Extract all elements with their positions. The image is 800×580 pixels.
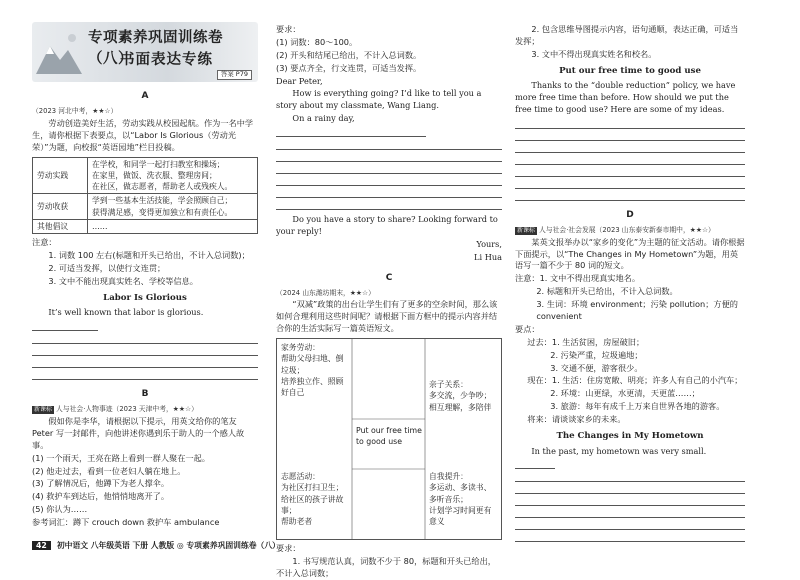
writing-line[interactable] [515,117,745,129]
writing-line[interactable] [32,368,258,380]
table-item: 获得满足感，变得更加独立和有责任心。 [92,207,233,217]
writing-line[interactable] [32,332,258,344]
section-a-essay-title: Labor Is Glorious [103,292,187,303]
writing-line[interactable] [276,174,502,186]
table-head: 劳动实践 [33,157,88,194]
page-subtitle: 书面表达专练 [120,52,213,68]
table-row [33,220,258,234]
writing-line[interactable] [515,470,745,482]
now-item: 1. 生活：住房宽敞、明亮；许多人有自己的小汽车； [551,375,743,386]
table-item: 在家里，做饭、洗衣服、整理房间； [92,170,217,180]
writing-line[interactable] [515,518,745,530]
section-d-points-title: 要点： [515,323,540,334]
section-d-note: 3. 生词：环境 environment；污染 pollution；方便的 convenient [536,299,738,322]
page-number: 42 [32,541,51,550]
section-a-essay-start [32,307,258,331]
section-b-vocab: 参考词汇：蹲下 crouch down 救护车 ambulance [32,517,220,528]
writing-line[interactable] [276,186,502,198]
writing-line[interactable] [32,321,98,331]
section-a-note: 2. 可适当发挥，以使行文连贯； [48,263,166,274]
section-c-req: 2. 包含思维导图提示内容，语句通顺，表达正确，可适当发挥； [515,24,739,46]
section-a-note: 3. 文中不能出现真实姓名、学校等信息。 [48,276,198,287]
footer-text: 初中语文 八年级英语 下册 人教版 ◎ 专项素养巩固训练卷（八） [56,541,280,550]
section-d-source [515,226,745,236]
writing-line[interactable] [276,150,502,162]
section-b-point: (1) 一个雨天，王亮在路上看到一群人聚在一起。 [32,452,210,463]
section-b-point: (5) 你认为…… [32,504,88,515]
section-c-req: 3. 文中不得出现真实姓名和校名。 [531,48,657,59]
essay-start-text: It’s well known that labor is glorious. [48,307,204,318]
section-b-req-title: 要求： [276,24,301,34]
section-b-point: (4) 救护车到达后，他悄悄地离开了。 [32,491,170,502]
section-d-past [515,337,745,349]
past-label: 过去： [527,336,552,347]
page-title: 专项素养巩固训练卷（八） [88,30,223,68]
table-item: 学到一些基本生活技能，学会照顾自己； [92,196,233,206]
letter-sign-yours: Yours, [476,238,502,249]
column-1 [32,0,258,540]
table-row [33,157,258,194]
writing-line[interactable] [515,482,745,494]
section-c-essay-title: Put our free time to good use [559,65,701,76]
section-a-note-title: 注意： [32,237,57,248]
section-c-prompt: “双减”政策的出台让学生们有了更多的空余时间，那么该如何合理利用这些时间呢？请根据下面方框中的提示内容并结合你的生活实际写一篇英语短文。 [276,299,498,334]
writing-line[interactable] [515,459,555,469]
now-item: 2. 环境：山更绿，水更清，天更蓝……； [550,388,700,399]
section-b-req: (2) 开头和结尾已给出，不计入总词数。 [276,49,422,60]
letter-greeting: Dear Peter, [276,75,323,86]
table-row [33,194,258,220]
writing-line[interactable] [515,177,745,189]
mind-map-housework: 家务劳动： 帮助父母扫地、倒垃圾； 培养独立作、照顾好自己 [281,343,344,398]
mind-map-volunteer: 志愿活动： 为社区打扫卫生； 给社区的孩子讲故事； 帮助老者 [281,472,344,527]
writing-line[interactable] [515,506,745,518]
column-3 [515,0,745,540]
section-a-prompt: 劳动创造美好生活，劳动实践从校园起航。作为一名中学生，请你根据下表要点，以“Labor Is Glorious（劳动光荣）”为题，向校报“英语园地”栏目投稿。 [32,117,254,152]
table-cell [88,157,258,194]
writing-line[interactable] [515,189,745,201]
section-d-prompt: 某英文报举办以“家乡的变化”为主题的征文活动。请你根据下面提示，以“The Changes in My Hometown”为题，用英语写一篇不少于 80 词的短文。 [515,236,745,271]
letter-opening: How is everything going? I’d like to tell you a story about my classmate, Wang Liang. [276,88,482,111]
section-a-table [32,157,258,235]
section-b-point: (2) 他走过去，看到一位老妇人躺在地上。 [32,465,186,476]
answer-reference: 答案 P79 [217,70,252,80]
section-c-essay-start: Thanks to the “double reduction” policy, we have more free time than before. How should we put the free time to good use? Here are some of my ideas. [515,80,736,114]
writing-line[interactable] [515,530,745,542]
writing-line[interactable] [276,127,426,137]
section-d-note: 2. 标题和开头已给出，不计入总词数。 [536,286,678,297]
letter-start [276,113,502,137]
table-item: 在社区，做志愿者，帮助老人或残疾人。 [92,182,233,192]
writing-line[interactable] [515,494,745,506]
mountain-illustration-icon [36,28,82,74]
writing-line[interactable] [32,356,258,368]
essay-start-text: In the past, my hometown was very small. [531,445,707,456]
writing-line[interactable] [276,198,502,210]
section-d-label: D [626,209,634,220]
section-b-req: (3) 要点齐全，行文连贯，可适当发挥。 [276,62,422,73]
mind-map-center: Put our free time to good use [356,426,422,447]
writing-line[interactable] [515,165,745,177]
section-d-essay-start [515,446,745,470]
title-banner [32,22,258,82]
section-b-prompt: 假如你是李华，请根据以下提示，用英文给你的笔友 Peter 写一封邮件，向他讲述你遇到乐于助人的一个感人故事。 [32,416,245,450]
section-d-source-text: 人与社会·社会发展（2023 山东泰安新泰市期中，★★☆） [539,225,715,234]
writing-line[interactable] [515,153,745,165]
letter-sign-name: Li Hua [474,251,502,262]
writing-line[interactable] [515,141,745,153]
new-curriculum-tag: 新课标 [34,406,53,414]
table-cell [88,194,258,220]
table-head: 劳动收获 [33,194,88,220]
section-d-future: 将来：请谈谈家乡的未来。 [527,414,626,425]
section-c-req-title: 要求： [276,543,301,554]
letter-start-text: On a rainy day, [292,113,355,124]
past-item: 3. 交通不便，游客很少。 [550,362,643,373]
section-b-label: B [141,389,149,400]
mind-map-self-improvement: 自我提升： 多运动、多读书、多听音乐； 计划学习时间更有意义 [429,472,492,527]
section-d-note: 注意：1. 文中不得出现真实地名。 [515,273,641,284]
mind-map-family: 亲子关系： 多交流，少争吵； 相互理解，多陪伴 [429,380,492,412]
table-cell: …… [88,220,258,234]
writing-line[interactable] [276,162,502,174]
writing-line[interactable] [515,129,745,141]
table-item: 在学校，和同学一起打扫教室和操场； [92,159,225,169]
page-footer [32,540,280,551]
writing-line[interactable] [32,344,258,356]
section-b-source-text: 人与社会·人物事迹（2023 天津中考，★★☆） [56,405,198,414]
new-curriculum-tag: 新课标 [517,226,536,234]
section-d-now [515,375,745,387]
section-b-req: (1) 词数：80～100。 [276,36,358,47]
mind-map-box [276,338,502,540]
section-c-source: （2024 山东潍坊期末，★★☆） [276,288,375,297]
past-item: 1. 生活贫困，房屋破旧； [551,336,645,347]
past-item: 2. 污染严重，垃圾遍地； [550,349,643,360]
section-c-label: C [385,272,393,283]
section-a-note: 1. 词数 100 左右(标题和开头已给出，不计入总词数)； [48,250,250,261]
letter-closing: Do you have a story to share? Looking forward to your reply! [276,214,498,236]
section-a-source: （2023 河北中考，★★☆） [32,107,118,116]
section-c-req: 1. 书写规范认真，词数不少于 80，标题和开头已给出，不计入总词数； [276,556,496,578]
column-2 [276,0,502,578]
section-d-essay-title: The Changes in My Hometown [556,431,704,442]
writing-line[interactable] [276,138,502,150]
now-item: 3. 旅游：每年有成千上万来自世界各地的游客。 [550,401,725,412]
section-a-label: A [141,91,149,101]
section-b-point: (3) 了解情况后，他蹲下为老人撑伞。 [32,478,170,489]
table-head: 其他倡议 [33,220,88,234]
section-b-source [32,405,258,415]
now-label: 现在： [527,375,552,386]
